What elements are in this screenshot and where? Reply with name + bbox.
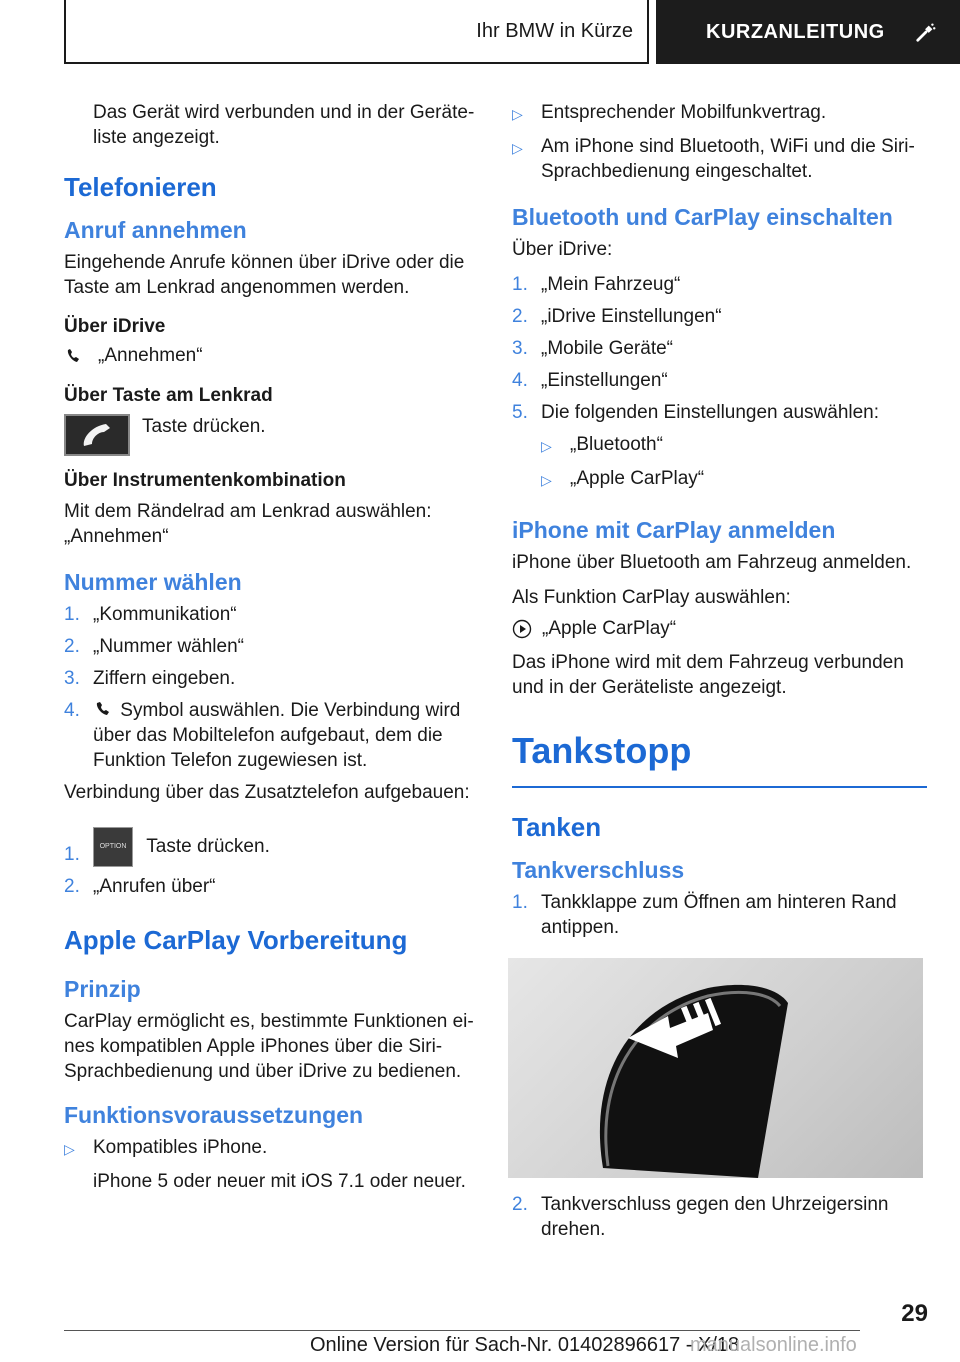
step-number: 4. [64,700,80,721]
list-item [64,698,479,773]
step-text: „Anrufen über“ [93,876,216,897]
heading-tankstopp: Tankstopp [512,730,927,788]
list-item [512,134,927,184]
list-item [512,400,927,425]
step-text: „Mein Fahrzeug“ [541,274,681,295]
zusatz-text: Verbindung über das Zusatztelefon aufgebauen: [64,782,470,803]
req-text: Kompatibles iPhone. [93,1137,268,1158]
step-text: Tankverschluss gegen den Uhrzeigersinn drehen. [541,1194,889,1240]
heading-anruf-annehmen: Anruf annehmen [64,217,247,243]
steering-phone-key-image [64,414,130,456]
list-item [64,874,479,899]
header-section [64,0,649,64]
zusatz-step1-text: Taste drücken. [146,836,270,858]
list-item [512,890,927,940]
list-item [64,634,479,659]
iphone-text2: Als Funktion CarPlay auswählen: [512,587,791,608]
step-text: „Kommunikation“ [93,604,237,625]
annehmen-label: „Annehmen“ [98,345,203,366]
step-text [93,698,479,773]
list-item [512,368,927,393]
step-number: 2. [512,1194,528,1215]
step-number: 4. [512,370,528,391]
quick-guide-icon [915,21,937,43]
instrument-text: Mit dem Rändelrad am Lenkrad auswählen: „Annehmen“ [64,501,432,547]
bullet-triangle-icon: ▷ [541,438,552,454]
list-item [64,666,479,691]
heading-funktionsvoraussetzungen: Funktionsvoraussetzungen [64,1102,364,1128]
list-item [64,1135,479,1162]
list-item [512,272,927,297]
req-text: Am iPhone sind Bluetooth, WiFi und die Siri-Sprachbedienung eingeschaltet. [541,136,915,182]
step4-text: Symbol auswählen. Die Verbindung wird über das Mobiltelefon aufgebaut, dem die Funktion Telefon zugewiesen ist. [93,700,461,771]
step-text: „Nummer wählen“ [93,636,244,657]
sub-option-text: „Apple CarPlay“ [570,468,705,489]
carplay-play-icon [512,619,532,639]
step-number: 1. [512,892,528,913]
req-text: Entsprechender Mobilfunkvertrag. [541,102,827,123]
heading-prinzip: Prinzip [64,976,141,1002]
phone-dial-icon [93,700,115,718]
list-item [512,100,927,127]
footer-divider [64,1330,860,1331]
ueber-idrive-right: Über iDrive: [512,239,613,260]
step-text: „iDrive Einstellungen“ [541,306,722,327]
page-number: 29 [901,1300,928,1327]
list-item [512,304,927,329]
step-text: Die folgenden Einstellungen auswählen: [541,402,880,423]
list-item [512,1192,927,1242]
step-number: 1. [512,274,528,295]
apple-carplay-label: „Apple CarPlay“ [542,618,677,639]
heading-ueber-instrument: Über Instrumentenkombination [64,470,346,491]
left-column [64,100,479,1194]
online-version-text: Online Version für Sach-Nr. 01402896617 - X/18 [310,1334,740,1356]
prinzip-text: CarPlay ermöglicht es, bestimmte Funktionen eines kompatiblen Apple iPhones über die Siri-Sprachbedienung und über iDrive zu bedienen. [64,1011,474,1082]
step-number: 1. [64,844,80,865]
apple-carplay-row [512,618,927,640]
heading-telefonieren: Telefonieren [64,172,217,202]
heading-bluetooth-carplay: Bluetooth und CarPlay einschalten [512,204,893,230]
step-number: 2. [64,876,80,897]
heading-iphone-carplay: iPhone mit CarPlay anmelden [512,517,836,543]
header-chapter-label: KURZANLEITUNG [706,20,885,43]
step-text: Ziffern eingeben. [93,668,236,689]
bullet-triangle-icon: ▷ [512,140,523,156]
list-item [541,466,927,493]
watermark: manualsonline.info [690,1334,857,1356]
anruf-text: Eingehende Anrufe können über iDrive oder die Taste am Lenkrad angenommen werden. [64,252,465,298]
fuel-flap-photo [508,958,923,1178]
phone-accept-icon [64,346,84,366]
bt-steps [512,272,927,493]
taste-druecken: Taste drücken. [142,416,266,437]
heading-nummer-waehlen: Nummer wählen [64,569,242,595]
bullet-triangle-icon: ▷ [64,1141,75,1157]
list-item [64,602,479,627]
list-item [64,827,479,867]
step-text: „Mobile Geräte“ [541,338,673,359]
step-number: 2. [512,306,528,327]
list-item [512,336,927,361]
annehmen-row [64,345,479,367]
heading-ueber-idrive: Über iDrive [64,316,166,337]
taste-row [64,414,479,456]
header-section-label: Ihr BMW in Kürze [476,19,633,42]
step-text: Tankklappe zum Öffnen am hinteren Rand antippen. [541,892,897,938]
bullet-triangle-icon: ▷ [541,472,552,488]
nummer-steps [64,602,479,773]
bullet-triangle-icon: ▷ [512,106,523,122]
intro-text: Das Gerät wird verbunden und in der Geräteliste angezeigt. [93,102,475,148]
step-number: 5. [512,402,528,423]
heading-ueber-taste: Über Taste am Lenkrad [64,385,273,406]
sub-option-text: „Bluetooth“ [570,434,663,455]
step-number: 3. [64,668,80,689]
req1-sub: iPhone 5 oder neuer mit iOS 7.1 oder neuer. [93,1171,466,1192]
heading-carplay: Apple CarPlay Vorbereitung [64,925,408,955]
header-chapter [656,0,960,64]
option-key-image: OPTION [93,827,133,867]
step-number: 2. [64,636,80,657]
iphone-text1: iPhone über Bluetooth am Fahrzeug anmelden. [512,552,912,573]
step-text [93,827,479,867]
right-column [512,100,927,1249]
step-text: „Einstellungen“ [541,370,668,391]
heading-tanken: Tanken [512,812,602,842]
list-item [541,432,927,459]
heading-tankverschluss: Tankverschluss [512,857,685,883]
iphone-text3: Das iPhone wird mit dem Fahrzeug verbunden und in der Geräteliste angezeigt. [512,652,904,698]
step-number: 1. [64,604,80,625]
step-number: 3. [512,338,528,359]
